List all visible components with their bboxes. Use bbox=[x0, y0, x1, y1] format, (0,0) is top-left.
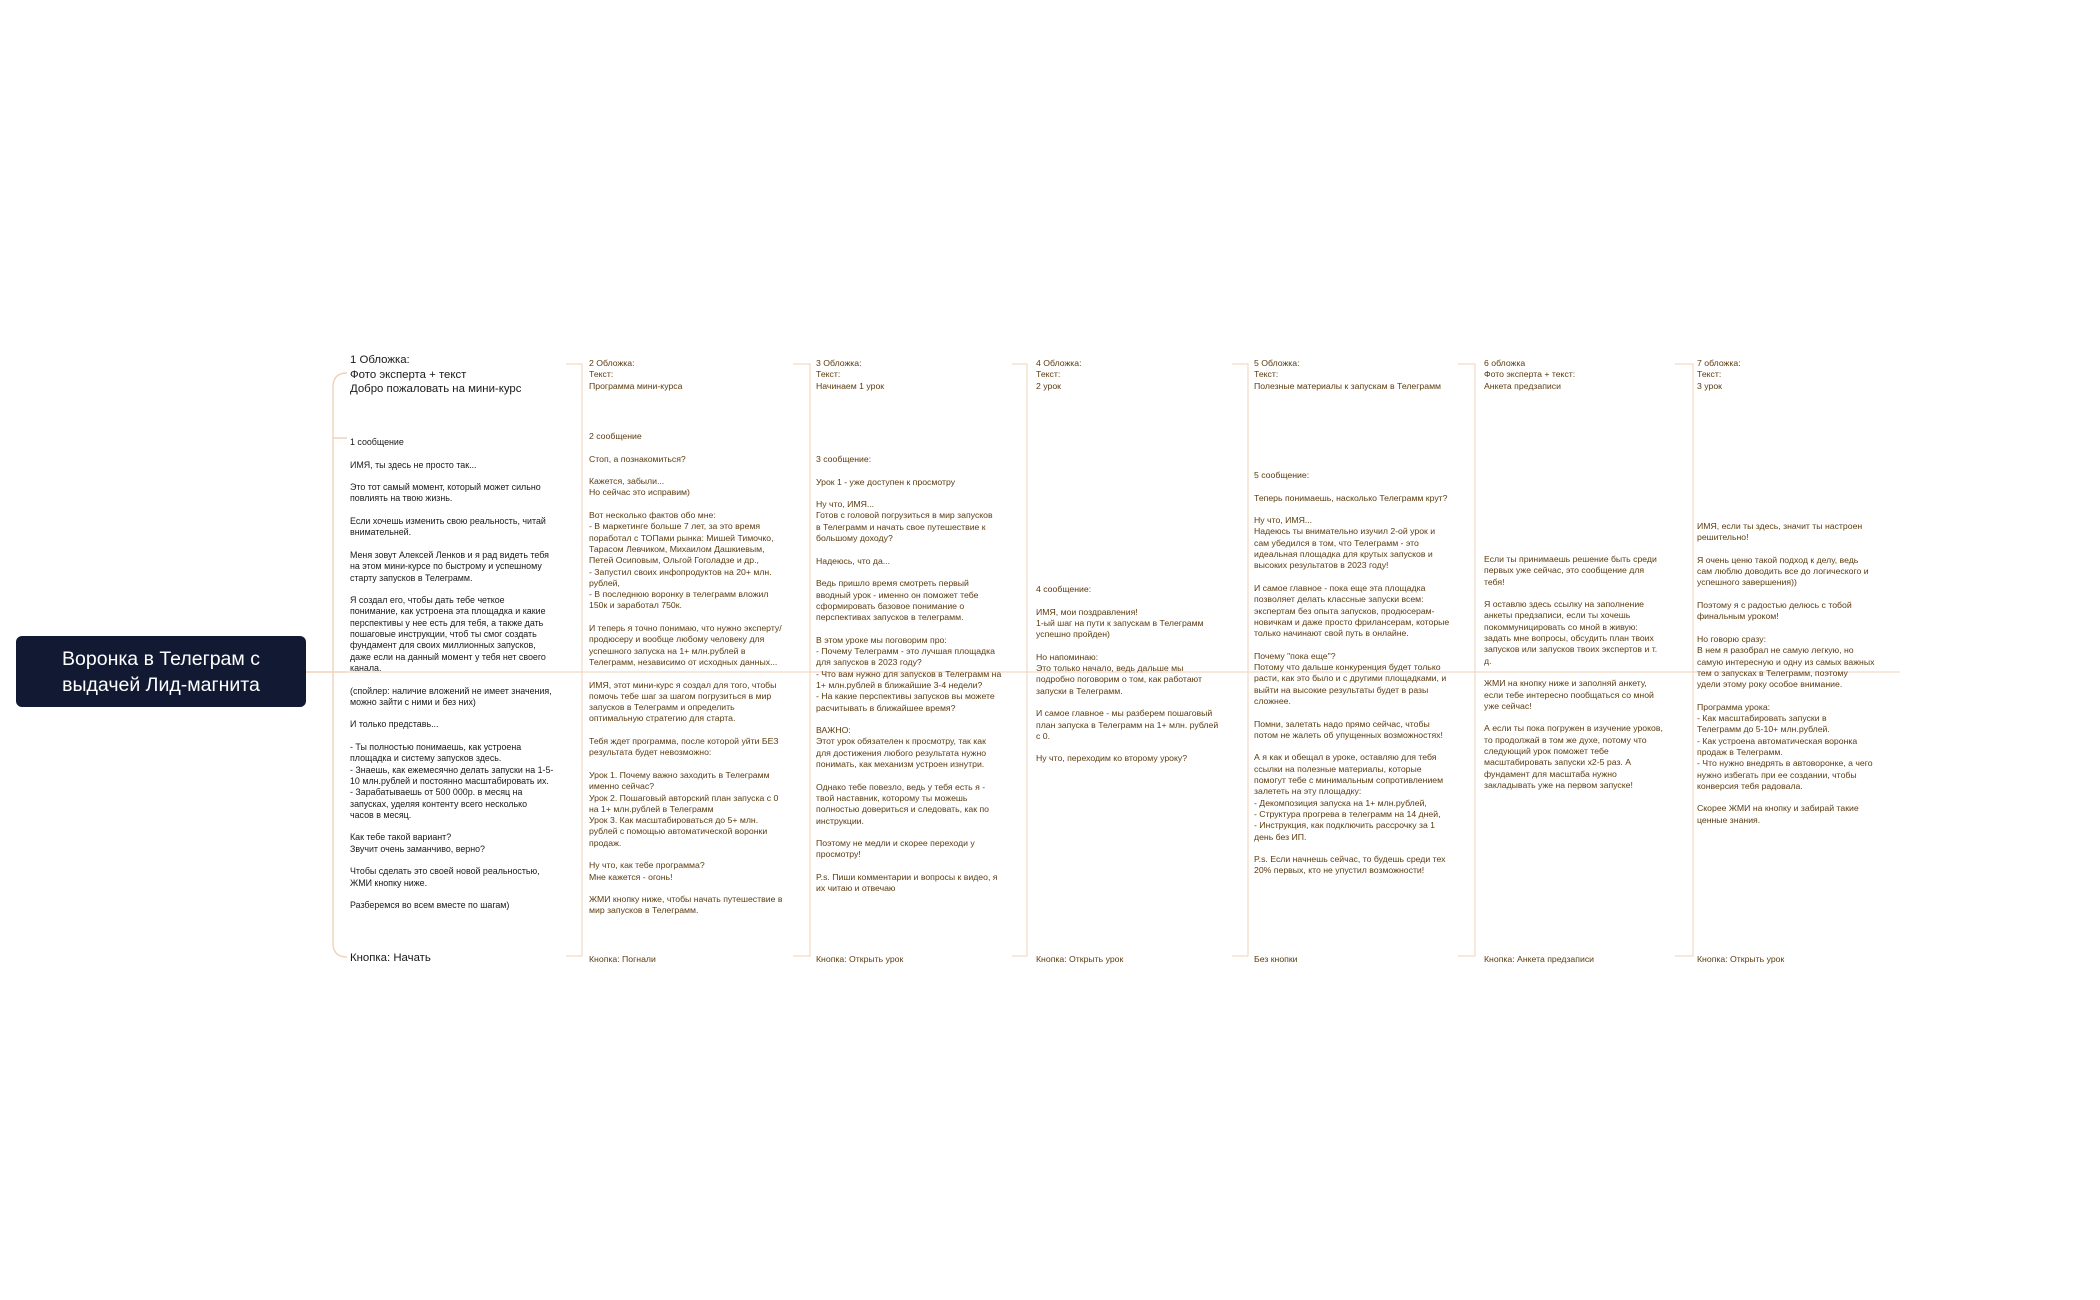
column-6-button: Кнопка: Анкета предзаписи bbox=[1484, 954, 1595, 964]
column-3-button: Кнопка: Открыть урок bbox=[816, 954, 904, 964]
column-5-button: Без кнопки bbox=[1254, 954, 1298, 964]
column-5-message: 5 сообщение: Теперь понимаешь, насколько Телеграмм крут? Ну что, ИМЯ... Надеюсь ты внимательно изучил 2-ой урок и сам убедился в том, что Телеграмм - это идеальная площадка для крутых запусков и высоких результатов в 2023 году! И самое главное - пока еще эта площадка позволяет делать классные запуски всем: экспертам без опыта запусков, продюсерам- новичкам и даже просто фрилансерам, которые только начинают свой путь в онлайне. Почему "пока еще"? Потому что дальше конкуренция будет только расти, как это было и с другими площадками, и выйти на высокие результаты будет в разы сложнее. Помни, залетать надо прямо сейчас, чтобы потом не жалеть об упущенных возможностях! А я как и обещал в уроке, оставляю для тебя ссылки на полезные материалы, которые помогут тебе с минимальным сопротивлением залететь на эту площадку: - Декомпозиция запуска на 1+ млн.рублей, - Структура прогрева в телеграмм на 14 дней, - Инструкция, как подключить рассрочку за 1 день без ИП. P.s. Если начнешь сейчас, то будешь среди тех 20% первых, кто не упустил возможности! bbox=[1254, 470, 1450, 876]
column-1-button: Кнопка: Начать bbox=[350, 952, 431, 964]
column-2-message: 2 сообщение Стоп, а познакомиться? Кажется, забыли... Но сейчас это исправим) Вот несколько фактов обо мне: - В маркетинге больше 7 лет, за это время поработал с ТОПами рынка: Мишей Тимочко, Тарасом Левчиком, Михаилом Дашкиевым, Петей Осиповым, Ольгой Гоголадзе и др., - Запустил своих инфопродуктов на 20+ млн. рублей, - В последнюю воронку в телеграмм вложил 150к и заработал 750к. И теперь я точно понимаю, что нужно эксперту/ продюсеру и вообще любому человеку для успешного запуска на 1+ млн.рублей в Телеграмм, независимо от исходных данных... ИМЯ, этот мини-курс я создал для того, чтобы помочь тебе шаг за шагом погрузиться в мир запусков в Телеграмм и определить оптимальную стратегию для старта. Тебя ждет программа, после которой уйти БЕЗ результата будет невозможно: Урок 1. Почему важно заходить в Телеграмм именно сейчас? Урок 2. Пошаговый авторский план запуска с 0 на 1+ млн.рублей в Телеграмм Урок 3. Как масштабироваться до 5+ млн. рублей с помощью автоматической воронки продаж. Ну что, как тебе программа? Мне кажется - огонь! ЖМИ кнопку ниже, чтобы начать путешествие в мир запусков в Телеграмм. bbox=[589, 431, 783, 916]
first-column-bracket bbox=[333, 373, 347, 957]
column-3-header: 3 Обложка: Текст: Начинаем 1 урок bbox=[816, 358, 885, 391]
column-2-header: 2 Обложка: Текст: Программа мини-курса bbox=[589, 358, 683, 391]
column-7-button: Кнопка: Открыть урок bbox=[1697, 954, 1785, 964]
column-7-header: 7 обложка: Текст: 3 урок bbox=[1697, 358, 1741, 391]
column-3-message: 3 сообщение: Урок 1 - уже доступен к просмотру Ну что, ИМЯ... Готов с головой погрузиться в мир запусков в Телеграмм и начать свое путешествие к большому доходу? Надеюсь, что да... Ведь пришло время смотреть первый вводный урок - именно он поможет тебе сформировать базовое понимание о перспективах запусков в телеграмм. В этом уроке мы поговорим про: - Почему Телеграмм - это лучшая площадка для запусков в 2023 году? - Что вам нужно для запусков в Телеграмм на 1+ млн.рублей в ближайшие 3-4 недели? - На какие перспективы запусков вы можете расчитывать в ближайшее время? ВАЖНО: Этот урок обязателен к просмотру, так как для достижения любого результата нужно понимать, как механизм устроен изнутри. Однако тебе повезло, ведь у тебя есть я - твой наставник, которому ты можешь полностью довериться и следовать, как по инструкции. Поэтому не медли и скорее переходи у просмотру! P.s. Пиши комментарии и вопросы к видео, я их читаю и отвечаю bbox=[816, 454, 1002, 894]
column-6-message: Если ты принимаешь решение быть среди первых уже сейчас, это сообщение для тебя! Я оставлю здесь ссылку на заполнение анкеты предзаписи, если ты хочешь покоммуницировать со мной в живую: задать мне вопросы, обсудить план твоих запусков или запусков твоих экспертов и т. д. ЖМИ на кнопку ниже и заполняй анкету, если тебе интересно пообщаться со мной уже сейчас! А если ты пока погружен в изучение уроков, то продолжай в том же духе, потому что следующий урок поможет тебе масштабировать запуски х2-5 раз. А фундамент для масштаба нужно закладывать уже на первом запуске! bbox=[1484, 554, 1663, 790]
column-4-button: Кнопка: Открыть урок bbox=[1036, 954, 1124, 964]
root-node: Воронка в Телеграм с выдачей Лид-магнита bbox=[16, 636, 306, 707]
column-1-header: 1 Обложка: Фото эксперта + текст Добро пожаловать на мини-курс bbox=[350, 354, 522, 395]
column-7-message: ИМЯ, если ты здесь, значит ты настроен решительно! Я очень ценю такой подход к делу, ведь сам люблю доводить все до логического и успешного завершения)) Поэтому я с радостью делюсь с тобой финальным уроком! Но говорю сразу: В нем я разобрал не самую легкую, но самую интересную и одну из самых важных тем о запусках в Телеграмм, поэтому удели этому року особое внимание. Программа урока: - Как масштабировать запуски в Телеграмм до 5-10+ млн.рублей. - Как устроена автоматическая воронка продаж в Телеграмм. - Что нужно внедрять в автоворонке, а чего нужно избегать при ее создании, чтобы конверсия тебя радовала. Скорее ЖМИ на кнопку и забирай такие ценные знания. bbox=[1697, 521, 1875, 825]
column-4-message: 4 сообщение: ИМЯ, мои поздравления! 1-ый шаг на пути к запускам в Телеграмм успешно пройден) Но напоминаю: Это только начало, ведь дальше мы подробно поговорим о том, как работают запуски в Телеграмм. И самое главное - мы разберем пошаговый план запуска в Телеграмм на 1+ млн. рублей с 0. Ну что, переходим ко второму уроку? bbox=[1036, 584, 1219, 764]
column-4-header: 4 Обложка: Текст: 2 урок bbox=[1036, 358, 1082, 391]
column-2-button: Кнопка: Погнали bbox=[589, 954, 656, 964]
column-6-header: 6 обложка Фото эксперта + текст: Анкета предзаписи bbox=[1484, 358, 1576, 391]
column-5-header: 5 Обложка: Текст: Полезные материалы к запускам в Телеграмм bbox=[1254, 358, 1442, 391]
column-1-message: 1 сообщение ИМЯ, ты здесь не просто так... Это тот самый момент, который может сильно повлиять на твою жизнь. Если хочешь изменить свою реальность, читай внимательней. Меня зовут Алексей Ленков и я рад видеть тебя на этом мини-курсе по быстрому и успешному старту запусков в Телеграмм. Я создал его, чтобы дать тебе четкое понимание, как устроена эта площадка и какие перспективы у нее есть для тебя, а также дать пошаговые инструкции, чтоб ты смог создать фундамент для своих миллионных запусков, даже если на данный момент у тебя нет своего канала. (спойлер: наличие вложений не имеет значения, можно зайти с ними и без них) И только представь... - Ты полностью понимаешь, как устроена площадка и систему запусков здесь. - Знаешь, как ежемесячно делать запуски на 1-5- 10 млн.рублей и постоянно масштабировать их. - Зарабатываешь от 500 000р. в месяц на запусках, уделяя контенту всего несколько часов в месяц. Как тебе такой вариант? Звучит очень заманчиво, верно? Чтобы сделать это своей новой реальностью, ЖМИ кнопку ниже. Разберемся во всем вместе по шагам) bbox=[350, 437, 554, 911]
